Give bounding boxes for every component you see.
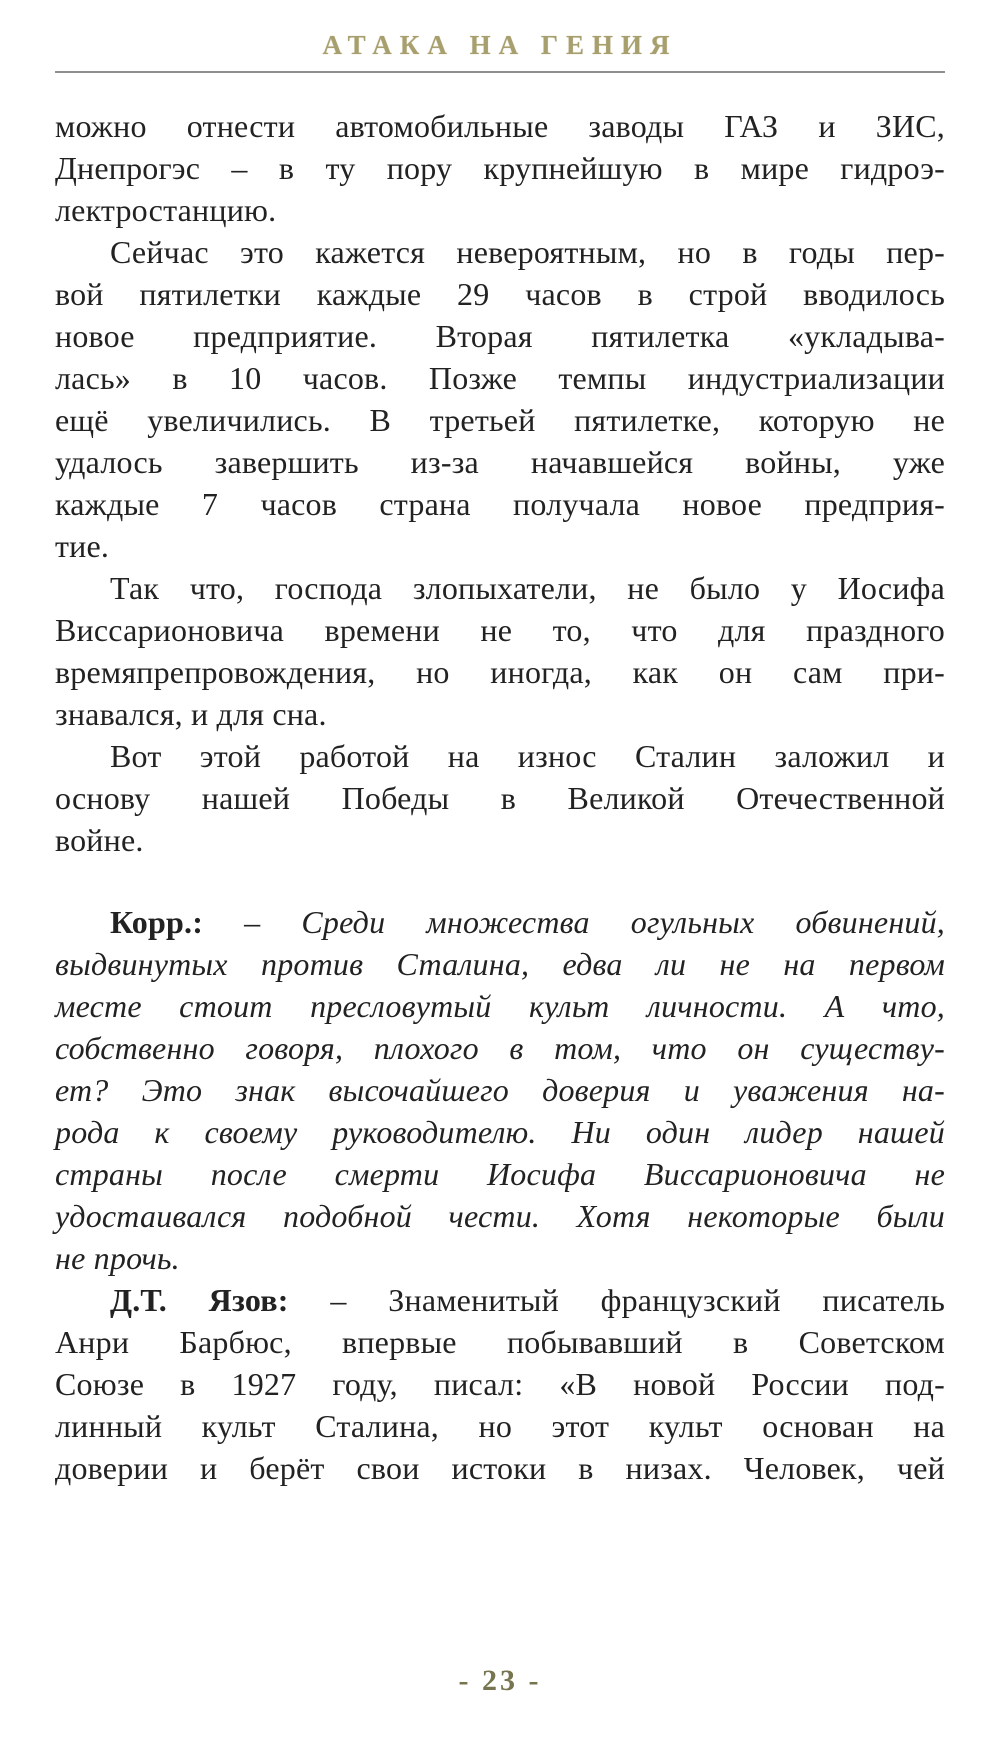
text-line: Д.Т. Язов: – Знаменитый французский писатель (110, 1282, 945, 1318)
text-line: собственно говоря, плохого в том, что он существу- (55, 1030, 945, 1066)
text-line: удалось завершить из-за начавшейся войны, уже (55, 444, 945, 480)
text-line: выдвинутых против Сталина, едва ли не на первом (55, 946, 945, 982)
text-line: рода к своему руководителю. Ни один лидер нашей (55, 1114, 945, 1150)
text-line: лась» в 10 часов. Позже темпы индустриализации (55, 360, 945, 396)
text-line: Днепрогэс – в ту пору крупнейшую в мире гидроэ- (55, 150, 945, 186)
text-line: удостаивался подобной чести. Хотя некоторые были (55, 1198, 945, 1234)
page-header (55, 0, 945, 73)
paragraph (55, 105, 945, 231)
text-line: вой пятилетки каждые 29 часов в строй вводилось (55, 276, 945, 312)
text-line: месте стоит пресловутый культ личности. А что, (55, 988, 945, 1024)
text-line: Корр.: – Среди множества огульных обвинений, (110, 904, 945, 940)
paragraph (55, 735, 945, 861)
text-line: каждые 7 часов страна получала новое предприя- (55, 486, 945, 522)
text-body (55, 105, 945, 1489)
text-line: ет? Это знак высочайшего доверия и уважения на- (55, 1072, 945, 1108)
text-line: Так что, господа злопыхатели, не было у Иосифа (110, 570, 945, 606)
text-line: Анри Барбюс, впервые побывавший в Советском (55, 1324, 945, 1360)
speaker-label: Корр.: (110, 904, 204, 940)
paragraph (55, 1279, 945, 1489)
header-rule (55, 71, 945, 73)
text-line: Сейчас это кажется невероятным, но в годы пер- (110, 234, 945, 270)
running-header-title: АТАКА НА ГЕНИЯ (322, 30, 678, 60)
paragraph (55, 231, 945, 567)
page-number: - 23 - (458, 1664, 542, 1697)
speaker-label: Д.Т. Язов: (110, 1282, 289, 1318)
text-line: лектростанцию. (55, 192, 277, 228)
text-line: новое предприятие. Вторая пятилетка «укладыва- (55, 318, 945, 354)
text-line: ещё увеличились. В третьей пятилетке, которую не (55, 402, 945, 438)
text-line: Виссарионовича времени не то, что для праздного (55, 612, 945, 648)
text-line: доверии и берёт свои истоки в низах. Человек, чей (55, 1450, 945, 1486)
text-line: Союзе в 1927 году, писал: «В новой России под- (55, 1366, 945, 1402)
text-line: знавался, и для сна. (55, 696, 327, 732)
text-line: не прочь. (55, 1240, 180, 1276)
text-line: основу нашей Победы в Великой Отечественной (55, 780, 945, 816)
text-line: войне. (55, 822, 144, 858)
paragraph (55, 567, 945, 735)
text-line: линный культ Сталина, но этот культ основан на (55, 1408, 945, 1444)
paragraph (55, 901, 945, 1279)
text-line: тие. (55, 528, 110, 564)
text-line: времяпрепровождения, но иногда, как он сам при- (55, 654, 945, 690)
text-line: страны после смерти Иосифа Виссарионовича не (55, 1156, 945, 1192)
text-line: можно отнести автомобильные заводы ГАЗ и ЗИС, (55, 108, 945, 144)
page-footer (0, 1664, 1000, 1698)
text-line: Вот этой работой на износ Сталин заложил и (110, 738, 945, 774)
